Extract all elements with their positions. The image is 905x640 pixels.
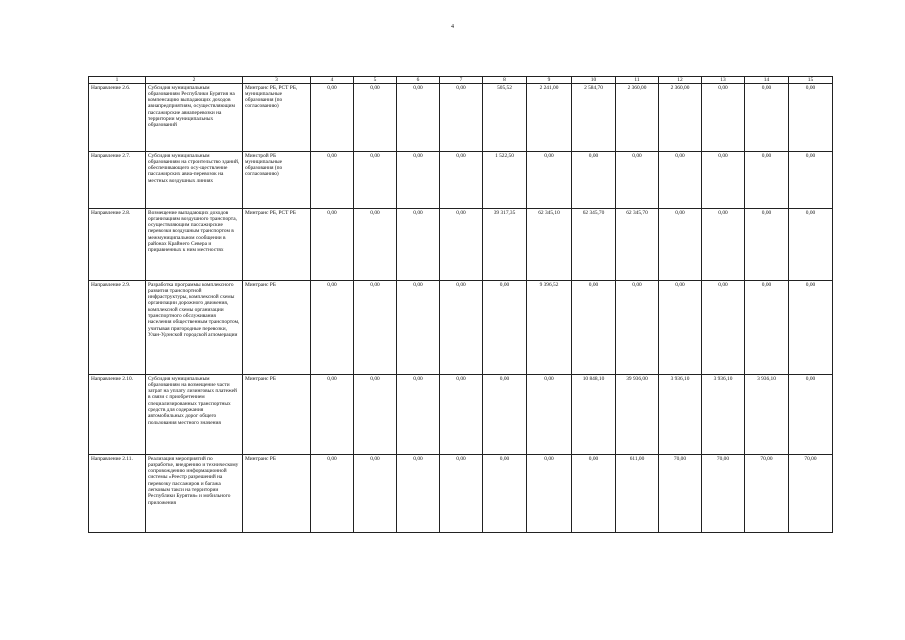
value-cell: 0,00 bbox=[311, 455, 354, 533]
value-cell: 0,00 bbox=[440, 152, 483, 209]
direction-cell: Направление 2.10. bbox=[89, 375, 146, 455]
value-cell: 1 522,50 bbox=[483, 152, 527, 209]
value-cell: 0,00 bbox=[311, 209, 354, 281]
value-cell: 505,52 bbox=[483, 84, 527, 152]
page-number: 4 bbox=[451, 24, 454, 30]
value-cell: 0,00 bbox=[789, 209, 833, 281]
table-row bbox=[89, 84, 833, 152]
value-cell: 0,00 bbox=[440, 375, 483, 455]
value-cell: 0,00 bbox=[483, 455, 527, 533]
value-cell: 70,00 bbox=[789, 455, 833, 533]
value-cell: 0,00 bbox=[354, 84, 397, 152]
executor-cell: Минтранс РБ bbox=[243, 281, 311, 375]
value-cell: 0,00 bbox=[311, 152, 354, 209]
value-cell: 0,00 bbox=[572, 281, 616, 375]
value-cell: 0,00 bbox=[397, 455, 440, 533]
executor-cell: Минтранс РБ bbox=[243, 455, 311, 533]
direction-cell: Направление 2.7. bbox=[89, 152, 146, 209]
executor-cell: Минтранс РБ, РСТ РБ bbox=[243, 209, 311, 281]
column-header: 12 bbox=[659, 77, 702, 84]
value-cell: 3 936,10 bbox=[659, 375, 702, 455]
description-cell: Разработка программы комплексного развития транспортной инфраструктуры, комплексной схемы организации дорожного движения, комплексной схемы организации транспортного обслуживания населения общественным транспортом, учитывая пригородные перевозки, Улан-Удэнской городской агломерации bbox=[146, 281, 243, 375]
value-cell: 0,00 bbox=[572, 152, 616, 209]
value-cell: 0,00 bbox=[745, 152, 789, 209]
table-row bbox=[89, 281, 833, 375]
column-header: 8 bbox=[483, 77, 527, 84]
value-cell: 0,00 bbox=[527, 152, 572, 209]
column-header: 7 bbox=[440, 77, 483, 84]
column-header: 1 bbox=[89, 77, 146, 84]
value-cell: 0,00 bbox=[659, 281, 702, 375]
value-cell: 0,00 bbox=[659, 209, 702, 281]
value-cell: 70,00 bbox=[702, 455, 745, 533]
column-header: 10 bbox=[572, 77, 616, 84]
column-header: 2 bbox=[146, 77, 243, 84]
column-header: 6 bbox=[397, 77, 440, 84]
value-cell: 0,00 bbox=[616, 281, 659, 375]
direction-cell: Направление 2.11. bbox=[89, 455, 146, 533]
executor-cell: Минтранс РБ bbox=[243, 375, 311, 455]
value-cell: 0,00 bbox=[354, 375, 397, 455]
column-header: 11 bbox=[616, 77, 659, 84]
column-header: 9 bbox=[527, 77, 572, 84]
value-cell: 3 936,10 bbox=[702, 375, 745, 455]
value-cell: 0,00 bbox=[745, 281, 789, 375]
value-cell: 70,00 bbox=[745, 455, 789, 533]
description-cell: Субсидия муниципальным образованиям на строительство зданий, обеспечивающего осу-ществление пассажирских авиа-перевозок на местных воздушных линиях bbox=[146, 152, 243, 209]
value-cell: 0,00 bbox=[483, 375, 527, 455]
value-cell: 0,00 bbox=[702, 84, 745, 152]
value-cell: 0,00 bbox=[745, 209, 789, 281]
value-cell: 0,00 bbox=[397, 375, 440, 455]
value-cell: 2 241,00 bbox=[527, 84, 572, 152]
value-cell: 0,00 bbox=[311, 84, 354, 152]
value-cell: 0,00 bbox=[354, 281, 397, 375]
budget-table bbox=[88, 76, 833, 533]
value-cell: 10 848,10 bbox=[572, 375, 616, 455]
column-header: 4 bbox=[311, 77, 354, 84]
value-cell: 0,00 bbox=[702, 209, 745, 281]
value-cell: 39 936,00 bbox=[616, 375, 659, 455]
value-cell: 0,00 bbox=[789, 281, 833, 375]
value-cell: 0,00 bbox=[354, 152, 397, 209]
value-cell: 0,00 bbox=[440, 209, 483, 281]
value-cell: 0,00 bbox=[789, 375, 833, 455]
value-cell: 0,00 bbox=[572, 455, 616, 533]
table-row bbox=[89, 209, 833, 281]
value-cell: 0,00 bbox=[397, 281, 440, 375]
value-cell: 0,00 bbox=[527, 455, 572, 533]
description-cell: Субсидия муниципальным образованиям Республики Бурятия на компенсацию выпадающих доходов авиапредприятиям, осуществляющим пассажирские авиаперевозки на территории муниципальных образований bbox=[146, 84, 243, 152]
value-cell: 0,00 bbox=[527, 375, 572, 455]
value-cell: 0,00 bbox=[440, 281, 483, 375]
value-cell: 0,00 bbox=[789, 152, 833, 209]
value-cell: 0,00 bbox=[311, 375, 354, 455]
description-cell: Субсидия муниципальным образованиям на возмещение части затрат на уплату лизинговых платежей в связи с приобретением специализированных транспортных средств для содержания автомобильных дорог общего пользования местного значения bbox=[146, 375, 243, 455]
value-cell: 0,00 bbox=[397, 209, 440, 281]
value-cell: 9 396,52 bbox=[527, 281, 572, 375]
column-header: 14 bbox=[745, 77, 789, 84]
value-cell: 0,00 bbox=[397, 84, 440, 152]
executor-cell: Минтранс РБ, РСТ РБ, муниципальные образования (по согласованию) bbox=[243, 84, 311, 152]
value-cell: 0,00 bbox=[745, 84, 789, 152]
column-header: 5 bbox=[354, 77, 397, 84]
value-cell: 0,00 bbox=[702, 281, 745, 375]
executor-cell: Минстрой РБ муниципальные образования (по согласованию) bbox=[243, 152, 311, 209]
column-header: 15 bbox=[789, 77, 833, 84]
value-cell: 62 345,10 bbox=[527, 209, 572, 281]
direction-cell: Направление 2.6. bbox=[89, 84, 146, 152]
table-row bbox=[89, 375, 833, 455]
value-cell: 2 584,70 bbox=[572, 84, 616, 152]
value-cell: 0,00 bbox=[311, 281, 354, 375]
value-cell: 0,00 bbox=[397, 152, 440, 209]
value-cell: 0,00 bbox=[483, 281, 527, 375]
table-row bbox=[89, 455, 833, 533]
value-cell: 611,00 bbox=[616, 455, 659, 533]
value-cell: 62 345,70 bbox=[572, 209, 616, 281]
value-cell: 0,00 bbox=[440, 455, 483, 533]
header-row bbox=[89, 77, 833, 84]
column-header: 3 bbox=[243, 77, 311, 84]
direction-cell: Направление 2.9. bbox=[89, 281, 146, 375]
value-cell: 2 360,00 bbox=[616, 84, 659, 152]
value-cell: 0,00 bbox=[702, 152, 745, 209]
value-cell: 62 345,70 bbox=[616, 209, 659, 281]
value-cell: 0,00 bbox=[616, 152, 659, 209]
value-cell: 0,00 bbox=[354, 455, 397, 533]
value-cell: 0,00 bbox=[354, 209, 397, 281]
value-cell: 0,00 bbox=[440, 84, 483, 152]
table-row bbox=[89, 152, 833, 209]
value-cell: 0,00 bbox=[789, 84, 833, 152]
value-cell: 3 936,10 bbox=[745, 375, 789, 455]
direction-cell: Направление 2.8. bbox=[89, 209, 146, 281]
description-cell: Возмещение выпадающих доходов организациям воздушного транспорта, осуществляющим пассажирские перевозки воздушным транспортом в межмуниципальном сообщении в районах Крайнего Севера и приравненных к ним местностях bbox=[146, 209, 243, 281]
description-cell: Реализация мероприятий по разработке, внедрению и техническому сопровождению информационной системы «Реестр разрешений на перевозку пассажиров и багажа легковым такси на территории Республики Бурятия» и мобильного приложения bbox=[146, 455, 243, 533]
column-header: 13 bbox=[702, 77, 745, 84]
value-cell: 2 360,00 bbox=[659, 84, 702, 152]
value-cell: 39 317,35 bbox=[483, 209, 527, 281]
value-cell: 0,00 bbox=[659, 152, 702, 209]
value-cell: 70,00 bbox=[659, 455, 702, 533]
